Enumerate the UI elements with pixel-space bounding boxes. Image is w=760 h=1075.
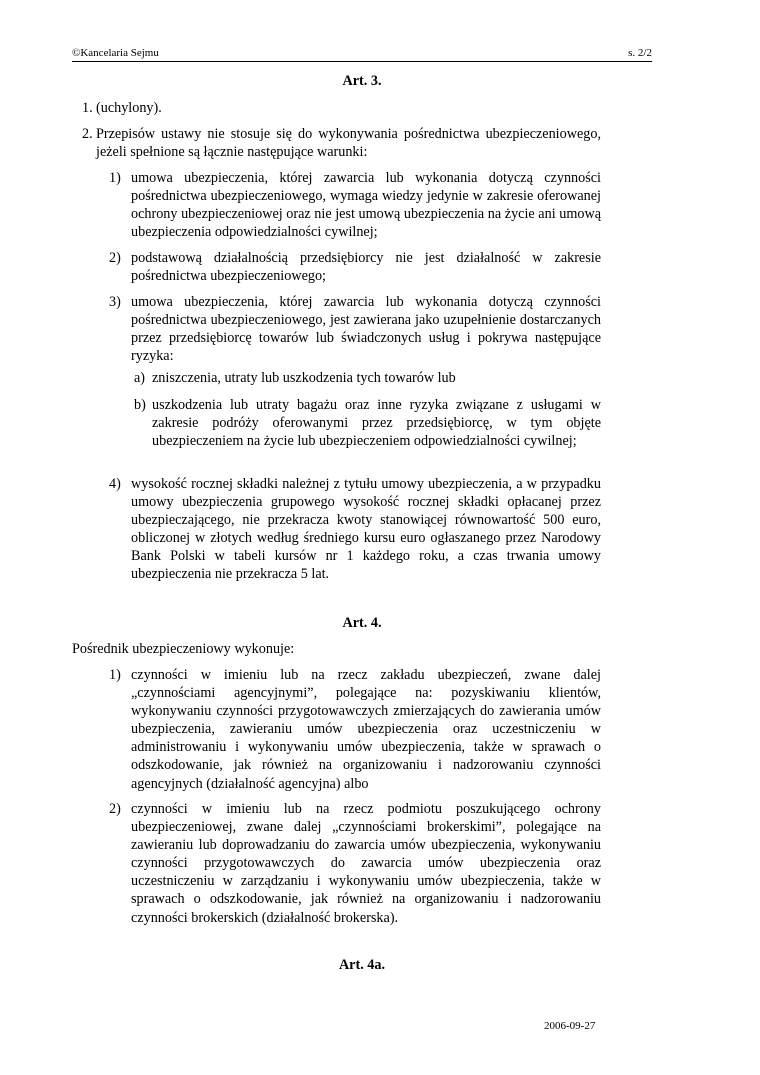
art3-item-1-number: 1) xyxy=(109,170,121,186)
art3-item-4-text: wysokość rocznej składki należnej z tytułu umowy ubezpieczenia, a w przypadku umowy ubezpieczenia grupowego wysokość rocznej składki opłacanej przez ubezpieczającego, nie przekracza kwoty stanowiącej równowartość 500 euro, obliczonej w złotych według średniego kursu euro ogłaszanego przez Narodowy Bank Polski w tabeli kursów nr 1 każdego roku, a czas trwania umowy ubezpieczenia nie przekracza 5 lat. xyxy=(131,476,601,583)
art3-paragraph-2-text: Przepisów ustawy nie stosuje się do wykonywania pośrednictwa ubezpieczeniowego, jeżeli spełnione są łącznie następujące warunki: xyxy=(96,126,601,161)
art4-item-1-number: 1) xyxy=(109,667,121,683)
art3-paragraph-2-number: 2. xyxy=(82,126,93,142)
art3-item-4-number: 4) xyxy=(109,476,121,492)
article-4a-title: Art. 4a. xyxy=(338,957,386,973)
art4-intro: Pośrednik ubezpieczeniowy wykonuje: xyxy=(72,641,295,657)
header-page-number: s. 2/2 xyxy=(628,47,652,59)
art3-item-3a-letter: a) xyxy=(134,370,146,386)
art3-item-3-number: 3) xyxy=(109,294,121,310)
art4-item-1-text: czynności w imieniu lub na rzecz zakładu ubezpieczeń, zwane dalej „czynnościami agencyjnymi”, polegające na: pozyskiwaniu klientów, wykonywaniu czynności przygotowawczych zmierzających do zawierania umów ubezpieczenia, zawieraniu umów ubezpieczenia oraz uczestniczeniu w administrowaniu i wykonywaniu umów ubezpieczenia, także w sprawach o odszkodowanie, jak również na organizowaniu i nadzorowaniu czynności agencyjnych (działalność agencyjna) albo xyxy=(131,667,601,792)
page-header xyxy=(72,47,652,62)
art4-item-2-number: 2) xyxy=(109,801,121,817)
art3-item-1-text: umowa ubezpieczenia, której zawarcia lub wykonania dotyczą czynności pośrednictwa ubezpieczeniowego, wymaga wiedzy jedynie w zakresie oferowanej ochrony ubezpieczeniowej oraz nie jest umową ubezpieczenia na życie ani umową ubezpieczenia odpowiedzialności cywilnej; xyxy=(131,170,601,241)
art3-item-3-text: umowa ubezpieczenia, której zawarcia lub wykonania dotyczą czynności pośrednictwa ubezpieczeniowego, jest zawierana jako uzupełnienie dostarczanych przez przedsiębiorcę towarów lub świadczonych usług i pokrywa następujące ryzyka: xyxy=(131,294,601,365)
art4-item-2-text: czynności w imieniu lub na rzecz podmiotu poszukującego ochrony ubezpieczeniowej, zwane dalej „czynnościami brokerskimi”, polegające na zawieraniu lub doprowadzaniu do zawarcia umów ubezpieczenia, wykonywaniu czynności przygotowawczych do zawarcia umów ubezpieczenia oraz uczestniczeniu w zarządzaniu i wykonywaniu umów ubezpieczenia, także w sprawach o odszkodowanie, jak również na organizowaniu i nadzorowaniu czynności brokerskich (działalność brokerska). xyxy=(131,801,601,926)
art3-item-3a-text: zniszczenia, utraty lub uszkodzenia tych towarów lub xyxy=(152,370,456,386)
art3-paragraph-1-text: (uchylony). xyxy=(96,100,162,116)
article-4-title: Art. 4. xyxy=(342,615,382,631)
header-publisher: ©Kancelaria Sejmu xyxy=(72,47,159,59)
art3-item-3b-letter: b) xyxy=(134,397,146,413)
footer-date: 2006-09-27 xyxy=(544,1020,596,1032)
art3-item-3b-text: uszkodzenia lub utraty bagażu oraz inne ryzyka związane z usługami w zakresie podróży oferowanymi przez przedsiębiorcę, w tym objęte ubezpieczeniem na życie lub ubezpieczeniem odpowiedzialności cywilnej; xyxy=(152,397,601,450)
art3-item-2-text: podstawową działalnością przedsiębiorcy nie jest działalność w zakresie pośrednictwa ubezpieczeniowego; xyxy=(131,250,601,285)
article-3-title: Art. 3. xyxy=(342,73,382,89)
art3-paragraph-1-number: 1. xyxy=(82,100,93,116)
art3-item-2-number: 2) xyxy=(109,250,121,266)
